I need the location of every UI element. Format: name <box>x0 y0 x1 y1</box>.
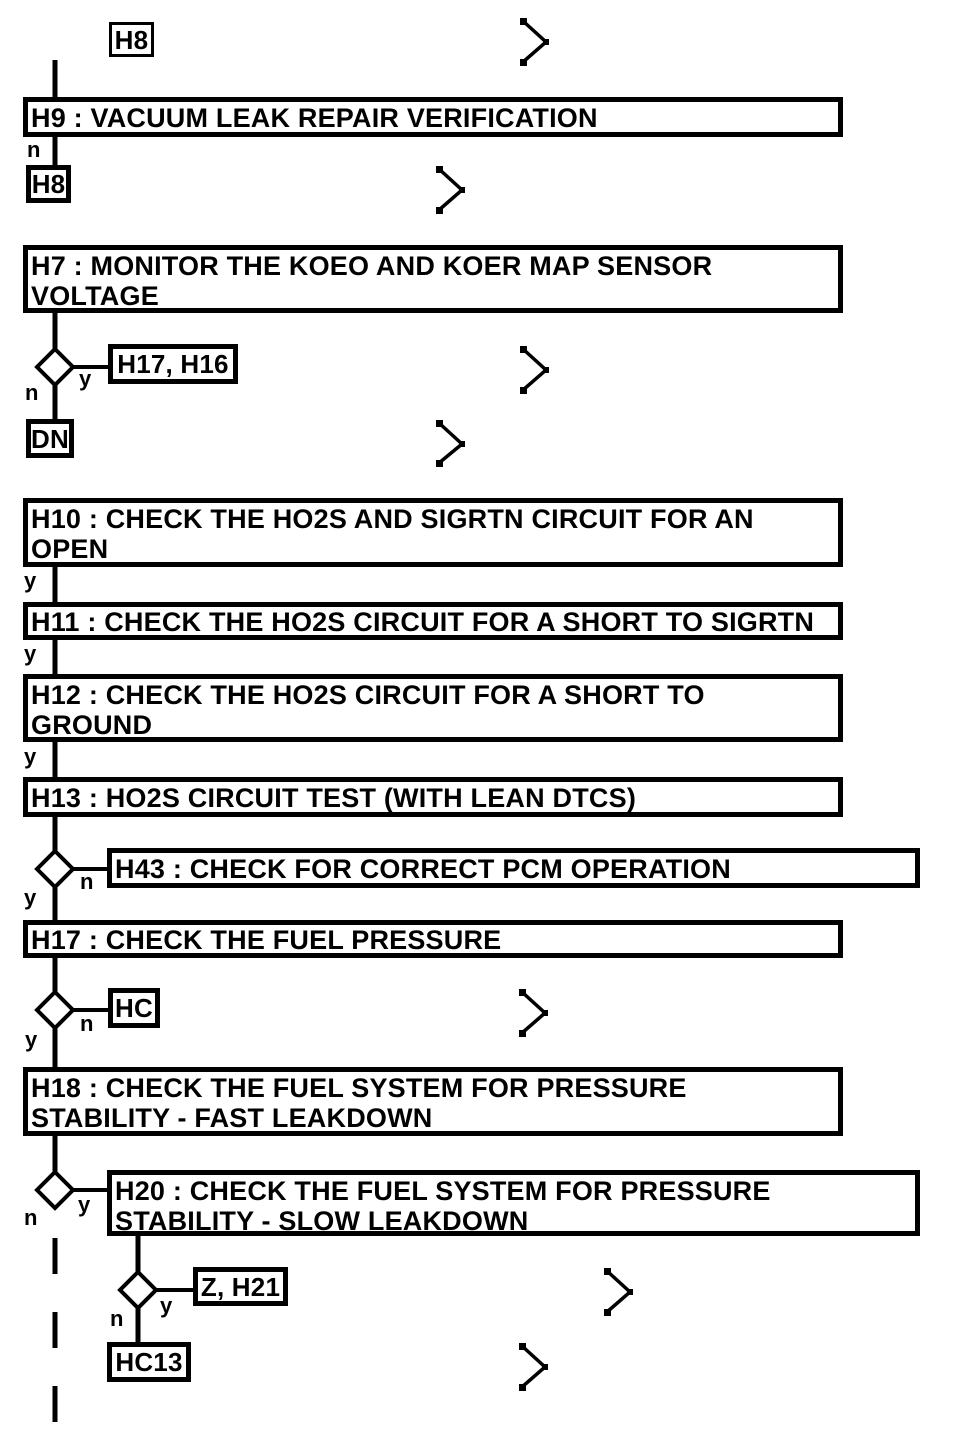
branch-label-y: y <box>24 641 37 666</box>
branch-label-y: y <box>78 1192 91 1217</box>
node-h20 <box>107 1170 920 1236</box>
node-h10-line1: H10 : CHECK THE HO2S AND SIGRTN CIRCUIT FOR AN <box>31 504 754 534</box>
node-h11 <box>23 602 843 640</box>
branch-label-n: n <box>110 1306 124 1331</box>
node-h43 <box>107 848 920 888</box>
node-h17 <box>23 920 843 958</box>
node-h7 <box>23 245 843 313</box>
node-dn-label: DN <box>31 423 69 454</box>
node-h9 <box>23 97 843 137</box>
node-h12-line2: GROUND <box>31 710 153 740</box>
branch-label-n: n <box>24 1205 38 1230</box>
node-h20-line1: H20 : CHECK THE FUEL SYSTEM FOR PRESSURE <box>115 1176 771 1206</box>
node-h8-top <box>109 22 154 57</box>
node-h8-return-label: H8 <box>31 169 66 199</box>
node-h18 <box>23 1067 843 1136</box>
node-h17-h16-label: H17, H16 <box>117 349 229 379</box>
node-h20-line2: STABILITY - SLOW LEAKDOWN <box>115 1206 529 1236</box>
node-dn <box>26 419 74 458</box>
node-z-h21 <box>193 1267 288 1306</box>
node-h18-line1: H18 : CHECK THE FUEL SYSTEM FOR PRESSURE <box>31 1073 687 1103</box>
node-h13 <box>23 777 843 817</box>
node-hc <box>108 988 160 1028</box>
node-hc13 <box>107 1342 191 1382</box>
node-hc13-label: HC13 <box>115 1347 183 1377</box>
node-h17-h16 <box>108 344 238 384</box>
node-h13-label: H13 : HO2S CIRCUIT TEST (WITH LEAN DTCS) <box>31 782 637 813</box>
branch-label-n: n <box>27 137 41 162</box>
branch-label-n: n <box>25 380 39 405</box>
node-h8-return <box>26 165 71 203</box>
node-h12-line1: H12 : CHECK THE HO2S CIRCUIT FOR A SHORT TO <box>31 680 705 710</box>
branch-label-n: n <box>80 869 94 894</box>
node-h10 <box>23 498 843 567</box>
branch-label-y: y <box>24 744 37 769</box>
node-h8-top-label: H8 <box>114 24 149 55</box>
branch-label-y: y <box>25 1027 38 1052</box>
branch-label-y: y <box>24 885 37 910</box>
node-h12 <box>23 674 843 742</box>
branch-label-y: y <box>79 366 92 391</box>
node-h18-line2: STABILITY - FAST LEAKDOWN <box>31 1103 433 1133</box>
branch-label-y: y <box>24 568 37 593</box>
node-h7-line2: VOLTAGE <box>31 281 159 311</box>
node-h43-label: H43 : CHECK FOR CORRECT PCM OPERATION <box>115 853 731 884</box>
branch-label-n: n <box>80 1011 94 1036</box>
node-hc-label: HC <box>115 993 153 1023</box>
node-h7-line1: H7 : MONITOR THE KOEO AND KOER MAP SENSOR <box>31 251 713 281</box>
node-h9-label: H9 : VACUUM LEAK REPAIR VERIFICATION <box>31 102 598 133</box>
node-h10-line2: OPEN <box>31 534 109 564</box>
branch-label-y: y <box>160 1293 173 1318</box>
node-h17-label: H17 : CHECK THE FUEL PRESSURE <box>31 924 502 955</box>
node-z-h21-label: Z, H21 <box>200 1271 281 1302</box>
node-h11-label: H11 : CHECK THE HO2S CIRCUIT FOR A SHORT TO SIGRTN <box>31 606 815 637</box>
